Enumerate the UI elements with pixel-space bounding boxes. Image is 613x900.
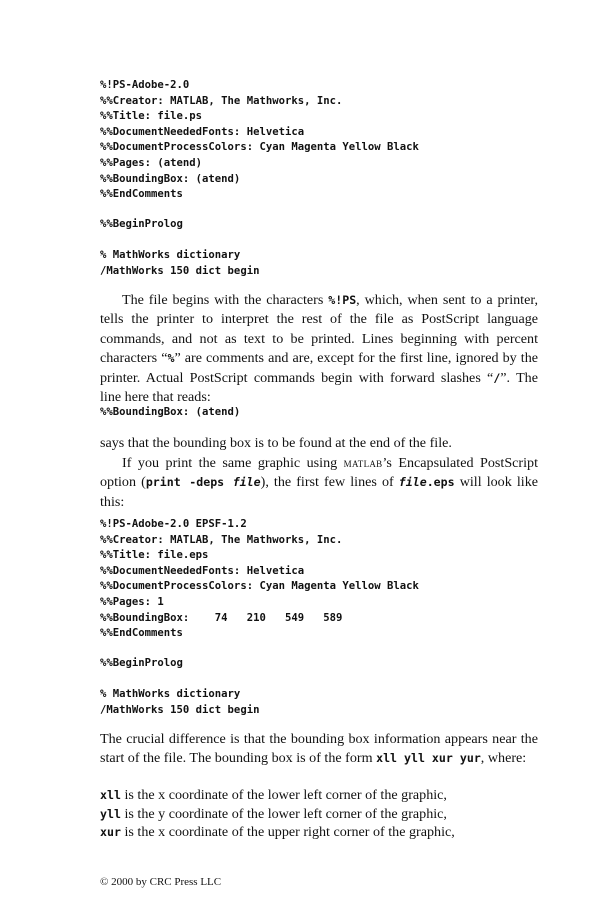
- code-line: %%EndComments: [100, 627, 183, 640]
- definition-term: yll: [100, 806, 121, 821]
- code-block-header-eps: [100, 517, 540, 642]
- code-line: %%Pages: 1: [100, 595, 164, 608]
- inline-code: xll yll xur yur: [376, 751, 481, 766]
- code-line: % MathWorks dictionary: [100, 249, 241, 261]
- code-block-dictionary-1: [100, 248, 540, 279]
- code-block-prolog-1: [100, 217, 540, 233]
- code-line: %%BoundingBox: (atend): [100, 406, 241, 418]
- copyright-footer: © 2000 by CRC Press LLC: [100, 876, 222, 888]
- matlab-smallcaps: matlab: [343, 455, 383, 470]
- definition-term: xur: [100, 825, 121, 840]
- paragraph-crucial-difference: The crucial difference is that the bounding box information appears near the start of the file. The bounding box is of the form xll yll xur yur, where:: [100, 731, 538, 767]
- code-line: %%Creator: MATLAB, The Mathworks, Inc.: [100, 533, 343, 546]
- inline-code: /: [493, 370, 501, 385]
- code-block-boundingbox: [100, 405, 540, 421]
- code-line: % MathWorks dictionary: [100, 688, 241, 700]
- code-line: %!PS-Adobe-2.0: [100, 79, 190, 91]
- paragraph-eps-option: If you print the same graphic using matlab’s Encapsulated PostScript option (print -deps file), the first few lines of file.eps will look like this:: [100, 455, 539, 510]
- inline-code: .eps: [426, 475, 455, 490]
- definition-item: xll is the x coordinate of the lower left corner of the graphic,: [100, 787, 447, 803]
- inline-code-italic: file: [398, 475, 427, 490]
- inline-code: %: [167, 351, 175, 366]
- code-line: %%BoundingBox: (atend): [100, 172, 241, 185]
- definition-list: [100, 786, 540, 842]
- code-line: /MathWorks 150 dict begin: [100, 264, 260, 277]
- code-line: %!PS-Adobe-2.0 EPSF-1.2: [100, 518, 247, 530]
- definition-item: yll is the y coordinate of the lower left corner of the graphic,: [100, 805, 447, 822]
- code-line: %%DocumentNeededFonts: Helvetica: [100, 564, 305, 577]
- definition-item: xur is the x coordinate of the upper right corner of the graphic,: [100, 824, 455, 841]
- code-line: %%BeginProlog: [100, 218, 183, 230]
- code-line: %%BeginProlog: [100, 657, 183, 669]
- inline-code-italic: file: [232, 475, 261, 490]
- code-line: %%Title: file.eps: [100, 549, 209, 562]
- definition-term: xll: [100, 788, 121, 802]
- code-line: %%Creator: MATLAB, The Mathworks, Inc.: [100, 94, 343, 107]
- code-line: %%Pages: (atend): [100, 156, 203, 169]
- paragraph-intro: The file begins with the characters %!PS, which, when sent to a printer, tells the printer to interpret the rest of the file as PostScript language commands, and not as text to be printed. Lines beginning with percent characters “%” are comments and are, except for the first line, ignored by the printer. Actual PostScript commands begin with forward slashes “/”. The line here that reads:: [100, 292, 539, 406]
- code-block-prolog-2: [100, 656, 540, 672]
- inline-code: %!PS: [328, 293, 357, 307]
- inline-code: print -deps: [145, 475, 233, 490]
- code-block-dictionary-2: [100, 687, 540, 718]
- code-line: %%EndComments: [100, 188, 183, 201]
- code-line: %%Title: file.ps: [100, 110, 203, 123]
- code-line: %%DocumentProcessColors: Cyan Magenta Yellow Black: [100, 580, 419, 593]
- code-line: %%BoundingBox: 74 210 549 589: [100, 611, 343, 624]
- code-line: %%DocumentNeededFonts: Helvetica: [100, 125, 305, 138]
- code-line: %%DocumentProcessColors: Cyan Magenta Yellow Black: [100, 141, 419, 154]
- paragraph-bounding-box-end: says that the bounding box is to be found at the end of the file.: [100, 435, 452, 451]
- code-block-header-ps: [100, 78, 540, 203]
- code-line: /MathWorks 150 dict begin: [100, 703, 260, 716]
